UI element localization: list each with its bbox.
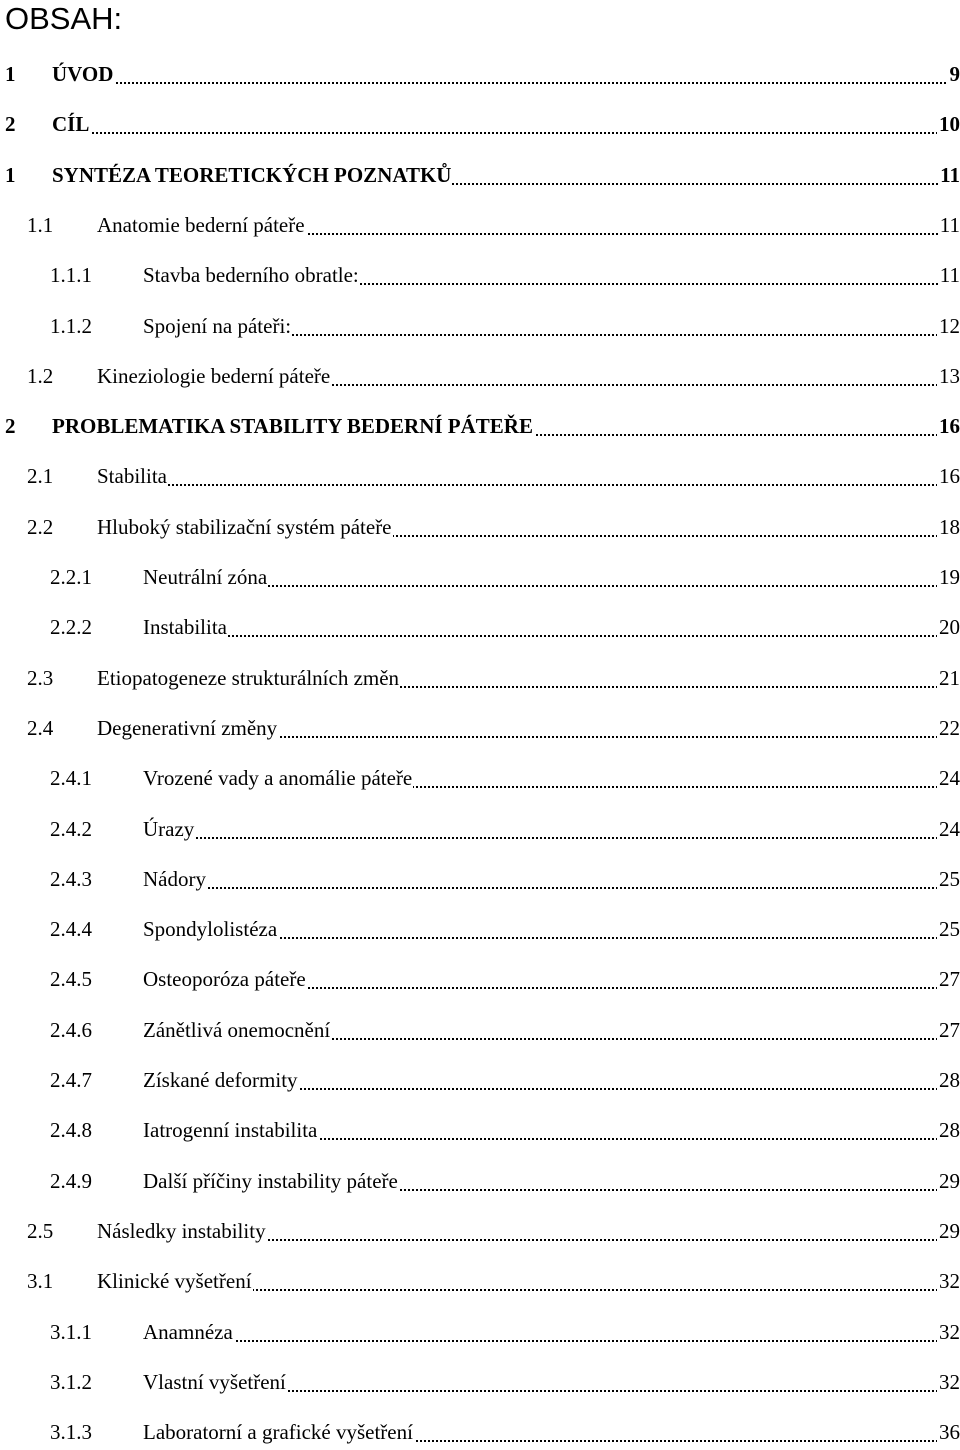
toc-entry-page: 20 (937, 609, 960, 645)
toc-entry-number: 2.4.8 (50, 1112, 92, 1148)
toc-entry-page: 18 (937, 509, 960, 545)
toc-entry-title: Nádory (143, 861, 207, 897)
toc-entry-title: Osteoporóza páteře (143, 961, 307, 997)
toc-entry-page: 32 (937, 1364, 960, 1400)
toc-entry-title: Zánětlivá onemocnění (143, 1012, 331, 1048)
toc-heading: OBSAH: (5, 0, 122, 38)
toc-entry-leader (147, 887, 946, 889)
toc-entry[interactable] (0, 660, 960, 696)
toc-entry[interactable] (0, 1163, 960, 1199)
toc-entry-page: 36 (937, 1414, 960, 1450)
toc-entry-number: 2 (5, 408, 16, 444)
toc-entry[interactable] (0, 1062, 960, 1098)
toc-entry-number: 2.4.9 (50, 1163, 92, 1199)
toc-entry[interactable] (0, 1112, 960, 1148)
toc-entry-title: Stabilita (97, 458, 168, 494)
toc-entry-number: 2.4.2 (50, 811, 92, 847)
toc-entry-page: 13 (937, 358, 960, 394)
toc-entry-number: 1.2 (27, 358, 53, 394)
toc-entry[interactable] (0, 207, 960, 243)
toc-entry-page: 28 (937, 1062, 960, 1098)
toc-entry-page: 25 (937, 861, 960, 897)
toc-entry-page: 11 (938, 157, 960, 193)
toc-entry[interactable] (0, 1263, 960, 1299)
toc-entry-page: 27 (937, 1012, 960, 1048)
toc-entry-page: 32 (937, 1263, 960, 1299)
toc-entry-page: 12 (937, 308, 960, 344)
toc-entry-title: Vrozené vady a anomálie páteře (143, 760, 413, 796)
toc-entry[interactable] (0, 1012, 960, 1048)
toc-entry[interactable] (0, 458, 960, 494)
toc-entry-page: 9 (948, 56, 960, 92)
toc-entry-page: 29 (937, 1213, 960, 1249)
toc-entry-page: 19 (937, 559, 960, 595)
toc-entry-title: Kineziologie bederní páteře (97, 358, 331, 394)
toc-entry-title: Hluboký stabilizační systém páteře (97, 509, 393, 545)
toc-entry[interactable] (0, 811, 960, 847)
toc-entry-page: 16 (937, 408, 960, 444)
toc-entry-title: PROBLEMATIKA STABILITY BEDERNÍ PÁTEŘE (52, 408, 534, 444)
toc-entry-number: 3.1.3 (50, 1414, 92, 1450)
toc-entry[interactable] (0, 358, 960, 394)
toc-entry[interactable] (0, 760, 960, 796)
toc-entry-number: 2.2.1 (50, 559, 92, 595)
toc-entry-number: 3.1.2 (50, 1364, 92, 1400)
toc-entry-title: CÍL (52, 106, 90, 142)
toc-entry-title: Neutrální zóna (143, 559, 268, 595)
toc-entry-number: 2.4.4 (50, 911, 92, 947)
toc-entry-page: 24 (937, 811, 960, 847)
toc-entry-title: Další příčiny instability páteře (143, 1163, 399, 1199)
toc-entry-page: 10 (937, 106, 960, 142)
toc-entry-title: Stavba bederního obratle: (143, 257, 360, 293)
toc-entry-title: Následky instability (97, 1213, 267, 1249)
toc-entry-title: Úrazy (143, 811, 195, 847)
toc-entry-number: 2 (5, 106, 16, 142)
toc-entry-number: 1.1.1 (50, 257, 92, 293)
toc-entry-page: 24 (937, 760, 960, 796)
toc-entry[interactable] (0, 710, 960, 746)
toc-entry[interactable] (0, 509, 960, 545)
toc-entry-number: 3.1.1 (50, 1314, 92, 1350)
toc-entry[interactable] (0, 1364, 960, 1400)
toc-entry-title: Vlastní vyšetření (143, 1364, 287, 1400)
toc-entry-page: 27 (937, 961, 960, 997)
toc-entry[interactable] (0, 408, 960, 444)
toc-entry-number: 2.4.7 (50, 1062, 92, 1098)
toc-entry[interactable] (0, 559, 960, 595)
toc-entry-number: 2.4 (27, 710, 53, 746)
toc-entry[interactable] (0, 1213, 960, 1249)
toc-entry-page: 11 (938, 207, 960, 243)
toc-entry-title: ÚVOD (52, 56, 114, 92)
toc-entry-number: 2.4.6 (50, 1012, 92, 1048)
toc-entry-title: Anamnéza (143, 1314, 234, 1350)
toc-entry-number: 2.4.5 (50, 961, 92, 997)
toc-entry-page: 22 (937, 710, 960, 746)
toc-entry-page: 11 (938, 257, 960, 293)
toc-entry-page: 29 (937, 1163, 960, 1199)
toc-entry[interactable] (0, 961, 960, 997)
toc-entry-number: 1.1.2 (50, 308, 92, 344)
toc-entry-title: Anatomie bederní páteře (97, 207, 306, 243)
toc-entry[interactable] (0, 257, 960, 293)
toc-entry-leader (56, 82, 946, 84)
toc-entry-number: 2.3 (27, 660, 53, 696)
toc-entry-page: 16 (937, 458, 960, 494)
toc-entry-page: 28 (937, 1112, 960, 1148)
toc-entry-leader (147, 1340, 946, 1342)
toc-entry-number: 2.2 (27, 509, 53, 545)
toc-entry[interactable] (0, 861, 960, 897)
toc-entry[interactable] (0, 1414, 960, 1450)
toc-entry-number: 2.1 (27, 458, 53, 494)
toc-entry[interactable] (0, 56, 960, 92)
toc-entry-page: 32 (937, 1314, 960, 1350)
toc-entry-title: Instabilita (143, 609, 228, 645)
toc-entry-number: 2.2.2 (50, 609, 92, 645)
toc-entry-title: Klinické vyšetření (97, 1263, 253, 1299)
toc-entry-leader (147, 837, 946, 839)
toc-entry-number: 2.4.3 (50, 861, 92, 897)
toc-entry[interactable] (0, 308, 960, 344)
toc-entry-number: 2.4.1 (50, 760, 92, 796)
toc-entry-title: Degenerativní změny (97, 710, 278, 746)
toc-entry-number: 1 (5, 56, 16, 92)
toc-entry-number: 1.1 (27, 207, 53, 243)
toc-entry-title: Spondylolistéza (143, 911, 278, 947)
toc-entry-page: 21 (937, 660, 960, 696)
toc-entry[interactable] (0, 609, 960, 645)
toc-entry-number: 1 (5, 157, 16, 193)
toc-entry-title: Etiopatogeneze strukturálních změn (97, 660, 400, 696)
toc-entry-leader (56, 132, 946, 134)
toc-entry-title: Získané deformity (143, 1062, 299, 1098)
toc-entry-page: 25 (937, 911, 960, 947)
toc-entry-title: SYNTÉZA TEORETICKÝCH POZNATKŮ (52, 157, 452, 193)
toc-entry-leader (147, 635, 946, 637)
toc-entry-leader (101, 484, 946, 486)
toc-entry-title: Spojení na páteři: (143, 308, 292, 344)
toc-entry[interactable] (0, 157, 960, 193)
toc-entry-title: Iatrogenní instabilita (143, 1112, 318, 1148)
toc-entry-number: 2.5 (27, 1213, 53, 1249)
toc-entry[interactable] (0, 1314, 960, 1350)
toc-entry-number: 3.1 (27, 1263, 53, 1299)
toc-entry-title: Laboratorní a grafické vyšetření (143, 1414, 414, 1450)
toc-entry[interactable] (0, 106, 960, 142)
toc-entry[interactable] (0, 911, 960, 947)
